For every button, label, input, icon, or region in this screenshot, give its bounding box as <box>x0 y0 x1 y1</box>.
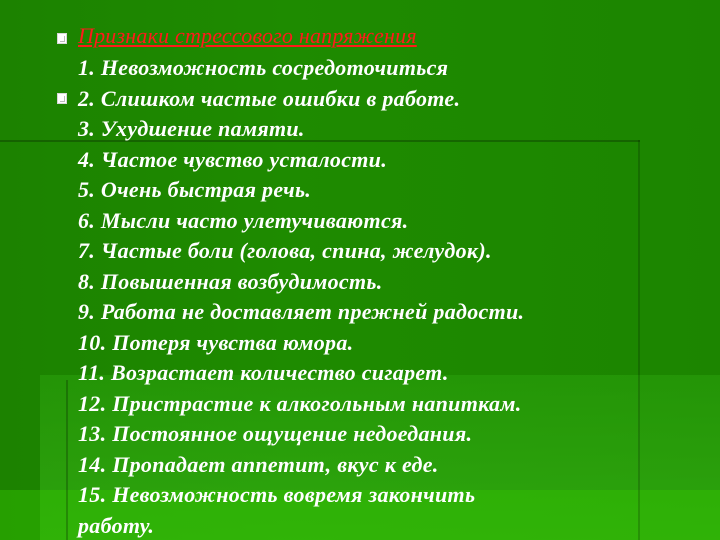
list-item: 11. Возрастает количество сигарет. <box>78 360 449 385</box>
list-item: 2. Слишком частые ошибки в работе. <box>78 85 461 111</box>
square-bullet-icon <box>57 93 67 104</box>
list-item: 10. Потеря чувства юмора. <box>78 329 354 355</box>
list-item: 5. Очень быстрая речь. <box>78 177 312 202</box>
list-item: 4. Частое чувство усталости. <box>78 146 388 172</box>
list-item: 13. Постоянное ощущение недоедания. <box>78 421 473 446</box>
square-bullet-icon <box>57 33 67 44</box>
list-item: 3. Ухудшение памяти. <box>78 116 305 141</box>
slide-title: Признаки стрессового напряжения <box>78 23 417 48</box>
list-item: 8. Повышенная возбудимость. <box>78 268 383 294</box>
list-item: 14. Пропадает аппетит, вкус к еде. <box>78 451 439 477</box>
list-item: 1. Невозможность сосредоточиться <box>78 55 449 80</box>
list-item: 9. Работа не доставляет прежней радости. <box>78 299 525 324</box>
list-item: 15. Невозможность вовремя закончить <box>78 482 476 507</box>
list-item: 6. Мысли часто улетучиваются. <box>78 207 409 233</box>
list-item: работу. <box>78 512 155 538</box>
list-item: 12. Пристрастие к алкогольным напиткам. <box>78 390 522 416</box>
symptom-list <box>78 53 524 540</box>
list-item: 7. Частые боли (голова, спина, желудок). <box>78 238 492 263</box>
